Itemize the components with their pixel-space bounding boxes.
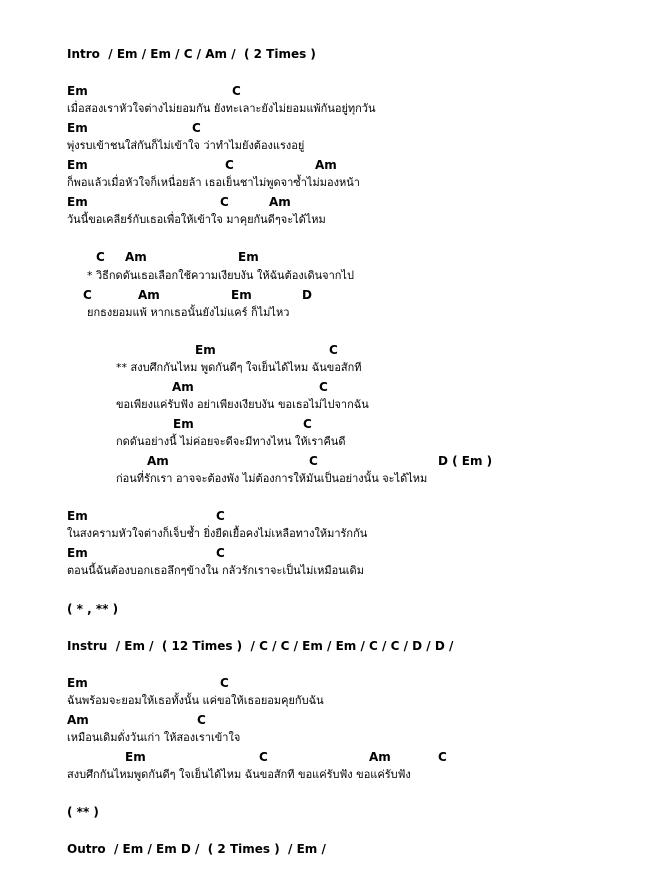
chord: Em <box>67 546 88 560</box>
outro-line: Outro / Em / Em D / ( 2 Times ) / Em / <box>67 842 326 856</box>
lyric-line: สงบศึกกันไหมพูดกันดีๆ ใจเย็นได้ไหม ฉันขอสักที ขอแค่รับฟัง ขอแค่รับฟัง <box>67 768 411 781</box>
chord: Em <box>195 343 216 357</box>
chord: C <box>216 546 225 560</box>
chord: Em <box>67 195 88 209</box>
lyric-line: ฉันพร้อมจะยอมให้เธอทั้งนั้น แค่ขอให้เธอยอมคุยกับฉัน <box>67 694 324 707</box>
chord: C <box>303 417 312 431</box>
chord: C <box>259 750 268 764</box>
chord: C <box>309 454 318 468</box>
lyric-line: วันนี้ขอเคลียร์กับเธอเพื่อให้เข้าใจ มาคุยกันดีๆจะได้ไหม <box>67 213 326 226</box>
chord: Am <box>172 380 194 394</box>
chord: Em <box>67 509 88 523</box>
lyric-line: พุ่งรบเข้าชนใส่กันก็ไม่เข้าใจ ว่าทำไมยังต้องแรงอยู่ <box>67 139 305 152</box>
chord: C <box>232 84 241 98</box>
chord: C <box>220 676 229 690</box>
chord: C <box>225 158 234 172</box>
chord: D <box>302 288 312 302</box>
lyric-line: เมื่อสองเราหัวใจต่างไม่ยอมกัน ยังทะเลาะยังไม่ยอมแพ้กันอยู่ทุกวัน <box>67 102 376 115</box>
chord: Am <box>369 750 391 764</box>
chord: C <box>96 250 105 264</box>
lyric-line: ยกธงยอมแพ้ หากเธอนั้นยังไม่แคร์ ก็ไม่ไหว <box>87 306 290 319</box>
repeat-marker: ( ** ) <box>67 805 99 819</box>
chord: C <box>220 195 229 209</box>
chord: Em <box>67 121 88 135</box>
chord: C <box>319 380 328 394</box>
chord: C <box>438 750 447 764</box>
lyric-line: เหมือนเดิมดั่งวันเก่า ให้สองเราเข้าใจ <box>67 731 241 744</box>
chord: Am <box>269 195 291 209</box>
lyric-line: ขอเพียงแค่รับฟัง อย่าเพียงเงียบงัน ขอเธอไม่ไปจากฉัน <box>116 398 369 411</box>
chord: Em <box>67 676 88 690</box>
chord: Am <box>138 288 160 302</box>
lyric-line: ** สงบศึกกันไหม พูดกันดีๆ ใจเย็นได้ไหม ฉันขอสักที <box>116 361 362 374</box>
chord: C <box>83 288 92 302</box>
lyric-line: ตอนนี้ฉันต้องบอกเธอลึกๆข้างใน กลัวรักเราจะเป็นไม่เหมือนเดิม <box>67 564 364 577</box>
chord: Em <box>67 84 88 98</box>
chord: C <box>192 121 201 135</box>
chord: C <box>329 343 338 357</box>
lyric-line: กดดันอย่างนี้ ไม่ค่อยจะดีจะมีทางไหน ให้เราคืนดี <box>116 435 346 448</box>
chord: Em <box>67 158 88 172</box>
instru-line: Instru / Em / ( 12 Times ) / C / C / Em / Em / C / C / D / D / <box>67 639 454 653</box>
chord: Am <box>67 713 89 727</box>
chord: Am <box>125 250 147 264</box>
chord: Em <box>173 417 194 431</box>
repeat-marker: ( * , ** ) <box>67 602 119 616</box>
lyric-line: ก็พอแล้วเมื่อหัวใจก็เหนื่อยล้า เธอเย็นชาไม่พูดจาซ้ำไม่มองหน้า <box>67 176 360 189</box>
chord: C <box>216 509 225 523</box>
chord: D ( Em ) <box>438 454 493 468</box>
chord: Am <box>147 454 169 468</box>
intro-line: Intro / Em / Em / C / Am / ( 2 Times ) <box>67 47 316 61</box>
chord: Am <box>315 158 337 172</box>
lyric-line: * วิธีกดดันเธอเลือกใช้ความเงียบงัน ให้ฉันต้องเดินจากไป <box>87 269 354 282</box>
chord: Em <box>238 250 259 264</box>
chord: Em <box>231 288 252 302</box>
lyric-line: ก่อนที่รักเรา อาจจะต้องพัง ไม่ต้องการให้มันเป็นอย่างนั้น จะได้ไหม <box>116 472 428 485</box>
chord: C <box>197 713 206 727</box>
chord: Em <box>125 750 146 764</box>
lyric-line: ในสงครามหัวใจต่างก็เจ็บช้ำ ยิ่งยืดเยื้อคงไม่เหลือทางให้มารักกัน <box>67 527 368 540</box>
